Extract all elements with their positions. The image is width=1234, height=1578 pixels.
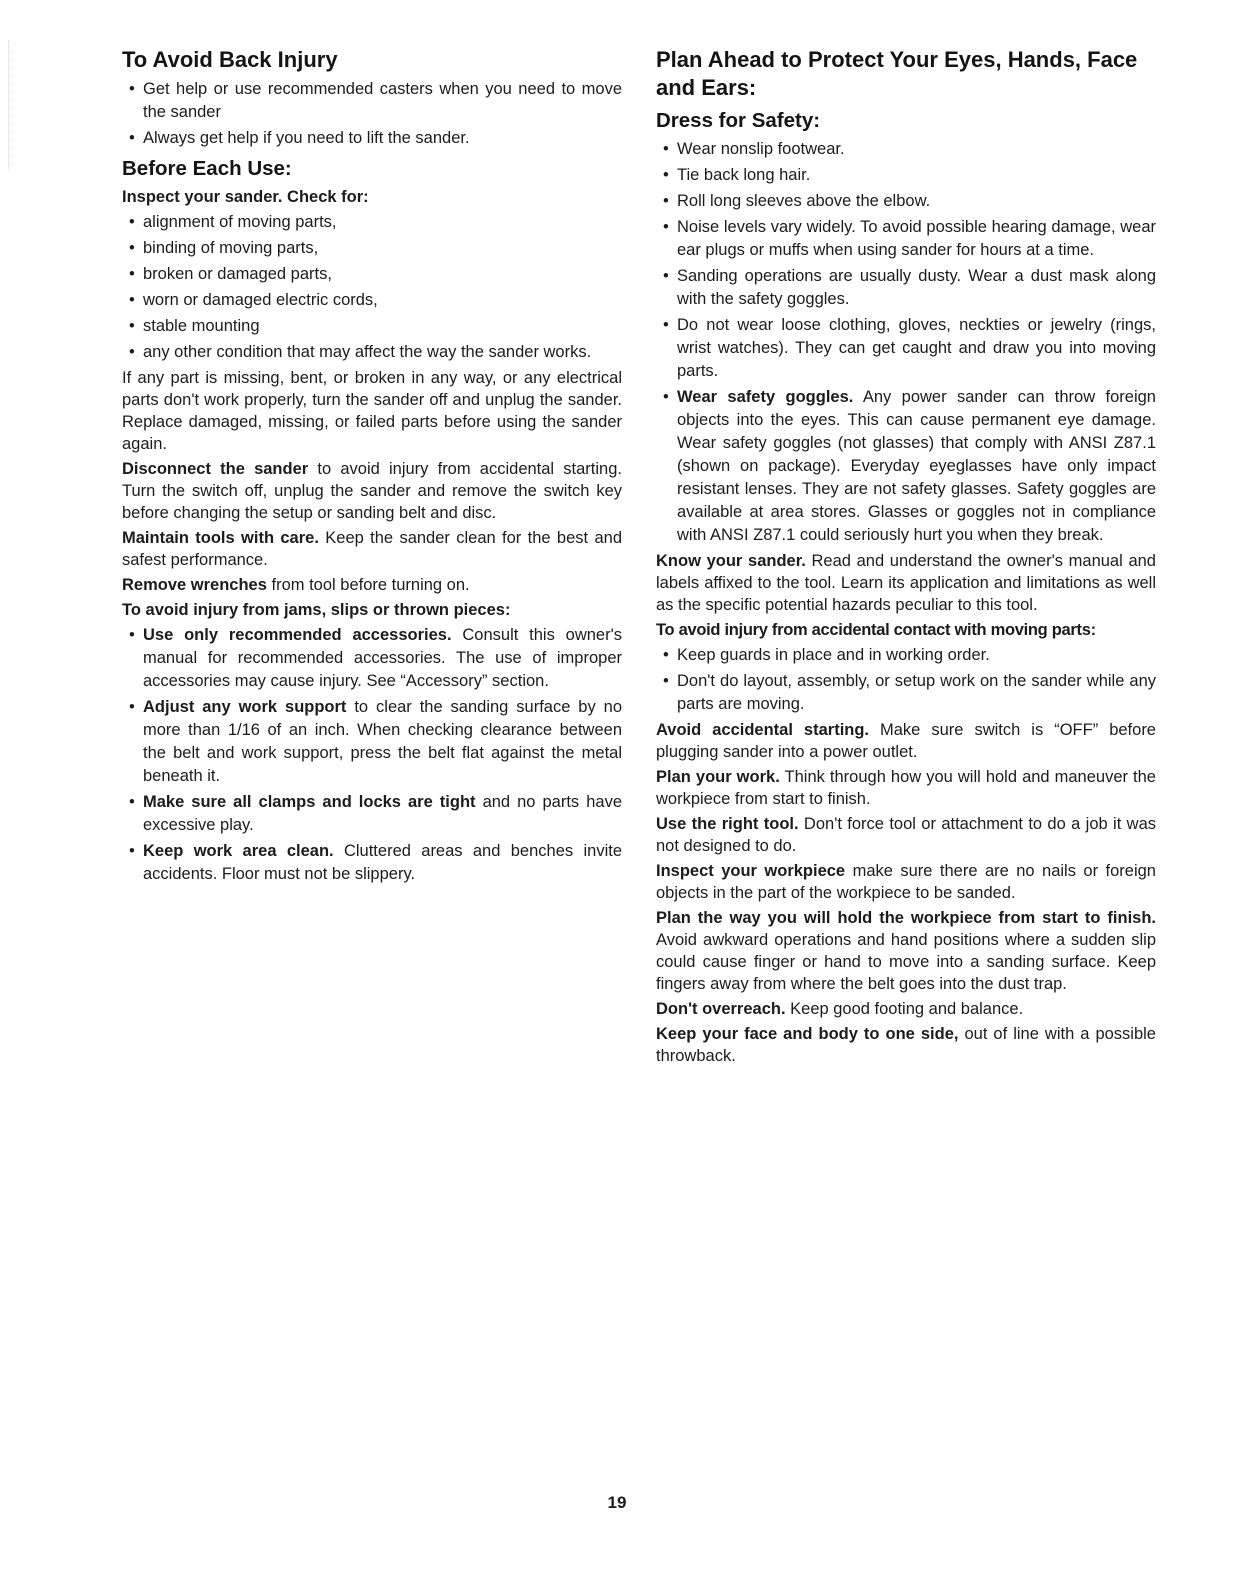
bullet-icon: • (663, 218, 669, 236)
bullet-icon: • (129, 698, 135, 716)
list-item: • Sanding operations are usually dusty. Wear a dust mask along with the safety goggles. (663, 267, 1156, 308)
missing-parts-paragraph: If any part is missing, bent, or broken in any way, or any electrical parts don't work properly, turn the sander off and unplug the sander. Replace damaged, missing, or failed parts before using the sander again. (122, 369, 622, 453)
bullet-icon: • (129, 129, 135, 147)
contact-heading: To avoid injury from accidental contact with moving parts: (656, 621, 1096, 639)
bullet-icon: • (129, 265, 135, 283)
hold-workpiece-paragraph: Plan the way you will hold the workpiece from start to finish. Avoid awkward operations and hand positions where a sudden slip could cause finger or hand to move into a sanding surface. Keep fingers away from where the belt goes into the dust trap. (656, 909, 1156, 993)
maintain-paragraph: Maintain tools with care. Keep the sander clean for the best and safest performance. (122, 529, 622, 569)
list-item: • Use only recommended accessories. Consult this owner's manual for recommended accessories. The use of improper accessories may cause injury. See “Accessory” section. (129, 626, 622, 690)
list-item: • Wear nonslip footwear. (656, 138, 1156, 161)
left-column (122, 46, 622, 889)
list-item: • Noise levels vary widely. To avoid possible hearing damage, wear ear plugs or muffs when using sander for hours at a time. (663, 218, 1156, 259)
list-item: • Always get help if you need to lift the sander. (122, 127, 622, 150)
back-injury-list (122, 78, 622, 150)
right-tool-paragraph: Use the right tool. Don't force tool or attachment to do a job it was not designed to do. (656, 815, 1157, 855)
inspect-list (122, 211, 622, 364)
list-item: • Roll long sleeves above the elbow. (656, 190, 1156, 213)
bullet-icon: • (129, 80, 135, 98)
disconnect-paragraph: Disconnect the sander to avoid injury from accidental starting. Turn the switch off, unplug the sander and remove the switch key before changing the setup or sanding belt and disc. (122, 460, 622, 522)
page-number: 19 (607, 1493, 627, 1512)
right-column (656, 46, 1156, 1070)
bullet-icon: • (663, 672, 669, 690)
list-item: • any other condition that may affect the way the sander works. (122, 341, 622, 364)
bullet-icon: • (129, 291, 135, 309)
bullet-icon: • (663, 646, 669, 664)
inspect-heading: Inspect your sander. Check for: (122, 188, 369, 206)
list-item: • binding of moving parts, (122, 237, 622, 260)
bullet-icon: • (129, 317, 135, 335)
jams-heading: To avoid injury from jams, slips or thrown pieces: (122, 601, 511, 619)
list-item: • Do not wear loose clothing, gloves, neckties or jewelry (rings, wrist watches). They can get caught and draw you into moving parts. (663, 316, 1156, 380)
face-body-paragraph: Keep your face and body to one side, out of line with a possible throwback. (656, 1025, 1156, 1065)
list-item: • broken or damaged parts, (122, 263, 622, 286)
list-item: • Keep work area clean. Cluttered areas and benches invite accidents. Floor must not be slippery. (129, 842, 623, 883)
avoid-starting-paragraph: Avoid accidental starting. Make sure switch is “OFF” before plugging sander into a power outlet. (656, 721, 1156, 761)
inspect-workpiece-paragraph: Inspect your workpiece make sure there are no nails or foreign objects in the part of the workpiece to be sanded. (656, 862, 1156, 902)
contact-list (656, 644, 1156, 716)
list-item: • Don't do layout, assembly, or setup work on the sander while any parts are moving. (663, 672, 1156, 713)
know-your-sander-paragraph: Know your sander. Read and understand the owner's manual and labels affixed to the tool. Learn its application and limitations as well as the specific potential hazards peculiar to this tool. (656, 552, 1156, 614)
bullet-icon: • (663, 267, 669, 285)
list-item: • worn or damaged electric cords, (122, 289, 622, 312)
back-injury-heading: To Avoid Back Injury (122, 47, 338, 72)
scan-margin-marks (8, 40, 19, 170)
bullet-icon: • (663, 166, 669, 184)
bullet-icon: • (129, 842, 135, 860)
bullet-icon: • (129, 343, 135, 361)
remove-wrenches-paragraph: Remove wrenches from tool before turning on. (122, 576, 470, 594)
bullet-icon: • (663, 140, 669, 158)
jams-list (122, 624, 622, 886)
list-item: • Get help or use recommended casters when you need to move the sander (129, 80, 622, 121)
list-item: • Tie back long hair. (656, 164, 1156, 187)
bullet-icon: • (663, 192, 669, 210)
dress-list (656, 138, 1156, 547)
before-each-use-heading: Before Each Use: (122, 157, 292, 180)
list-item: • Adjust any work support to clear the sanding surface by no more than 1/16 of an inch. When checking clearance between the belt and work support, press the belt flat against the metal beneath it. (129, 698, 622, 785)
bullet-icon: • (663, 316, 669, 334)
bullet-icon: • (129, 239, 135, 257)
bullet-icon: • (129, 213, 135, 231)
list-item: • stable mounting (122, 315, 622, 338)
bullet-icon: • (129, 626, 135, 644)
bullet-icon: • (129, 793, 135, 811)
plan-ahead-heading: Plan Ahead to Protect Your Eyes, Hands, Face and Ears: (656, 47, 1138, 100)
overreach-paragraph: Don't overreach. Keep good footing and balance. (656, 1000, 1024, 1018)
list-item: • Make sure all clamps and locks are tight and no parts have excessive play. (129, 793, 622, 834)
bullet-icon: • (663, 388, 669, 406)
dress-for-safety-heading: Dress for Safety: (656, 109, 821, 132)
list-item: • alignment of moving parts, (122, 211, 622, 234)
list-item: • Wear safety goggles. Any power sander can throw foreign objects into the eyes. This can cause permanent eye damage. Wear safety goggles (not glasses) that comply with ANSI Z87.1 (shown on package). Everyday eyeglasses have only impact resistant lenses. They are not safety glasses. Safety goggles are available at area stores. Glasses or goggles not in compliance with ANSI Z87.1 could seriously hurt you when they break. (663, 388, 1156, 544)
plan-work-paragraph: Plan your work. Think through how you will hold and maneuver the workpiece from start to finish. (656, 768, 1156, 808)
list-item: • Keep guards in place and in working order. (656, 644, 1156, 667)
